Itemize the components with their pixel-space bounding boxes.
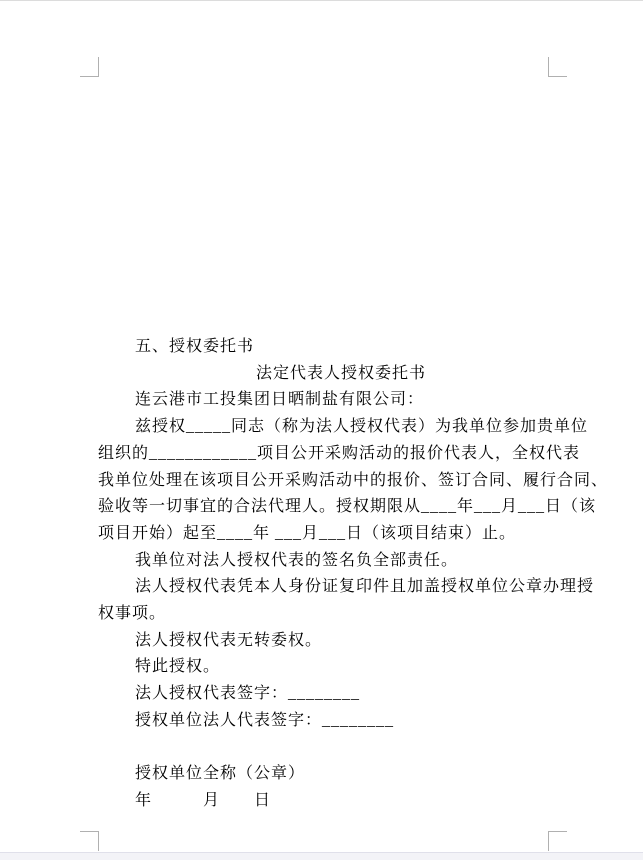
page-top-edge — [0, 0, 643, 1]
blank-line — [98, 735, 547, 762]
signature-line: 授权单位法人代表签字：________ — [135, 711, 395, 729]
body-line: 特此授权。 — [135, 658, 221, 676]
body-line: 组织的____________项目公开采购活动的报价代表人，全权代表 — [98, 444, 581, 462]
doc-title: 法定代表人授权委托书 — [255, 364, 426, 382]
margin-crop-mark-top-left — [80, 57, 99, 77]
margin-crop-mark-bottom-left — [80, 831, 99, 851]
signature-line: 法人授权代表签字：________ — [135, 685, 361, 703]
document-body[interactable] — [98, 76, 609, 830]
body-line: 法人授权代表无转委权。 — [135, 631, 323, 649]
margin-crop-mark-top-right — [548, 57, 567, 77]
addressee-line: 连云港市工投集团日晒制盐有限公司： — [135, 391, 425, 409]
body-line: 权事项。 — [98, 605, 167, 623]
page-bottom-edge — [0, 852, 643, 860]
section-heading: 五、授权委托书 — [135, 338, 255, 355]
body-line: 兹授权_____同志（称为法人授权代表）为我单位参加贵单位 — [135, 418, 589, 436]
body-line: 我单位对法人授权代表的签名负全部责任。 — [135, 551, 459, 569]
margin-crop-mark-bottom-right — [548, 831, 567, 851]
date-line: 年 月 日 — [135, 791, 272, 809]
body-line: 项目开始）起至____年 ___月___日（该项目结束）止。 — [98, 524, 517, 542]
seal-line: 授权单位全称（公章） — [135, 765, 306, 783]
body-line: 验收等一切事宜的合法代理人。授权期限从____年___月___日（该 — [98, 498, 597, 516]
body-line: 法人授权代表凭本人身份证复印件且加盖授权单位公章办理授 — [135, 578, 595, 596]
body-line: 我单位处理在该项目公开采购活动中的报价、签订合同、履行合同、 — [98, 471, 609, 489]
